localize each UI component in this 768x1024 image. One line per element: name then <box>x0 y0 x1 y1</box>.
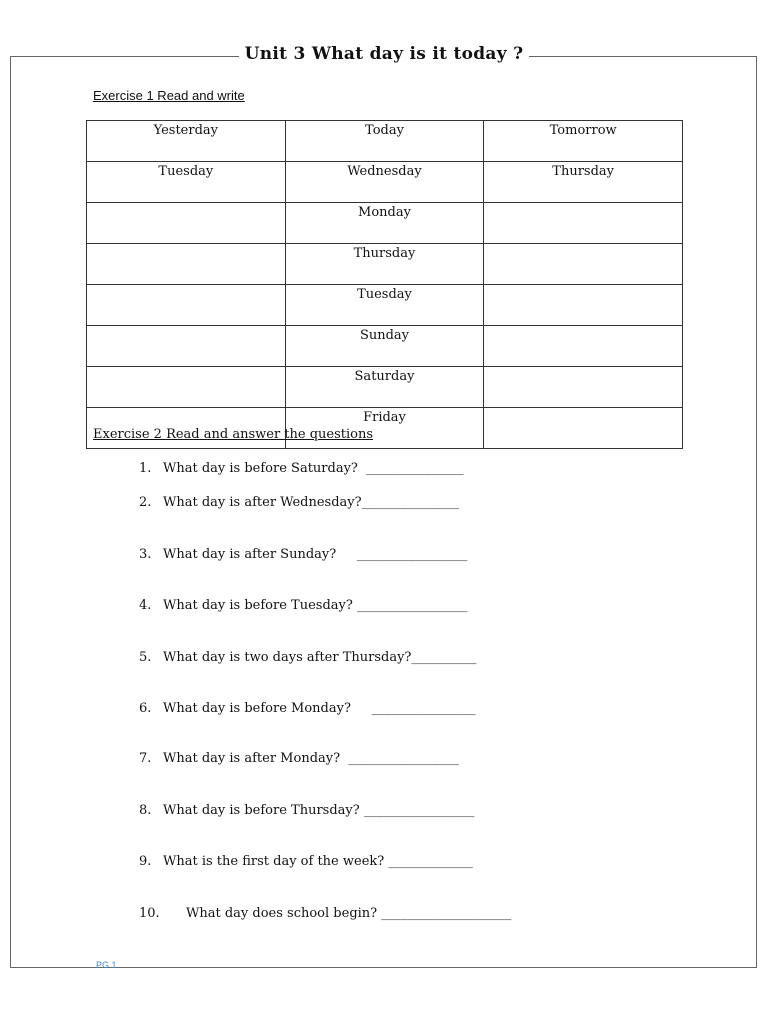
question-number: 3. <box>139 547 152 562</box>
tomorrow-cell[interactable] <box>484 285 683 326</box>
question-number: 10. <box>139 906 160 921</box>
yesterday-cell[interactable] <box>87 285 286 326</box>
question-text: What day does school begin? ____________________ <box>186 906 512 921</box>
question-7 <box>139 751 459 766</box>
question-2 <box>139 495 459 510</box>
tomorrow-cell[interactable] <box>484 244 683 285</box>
question-text: What day is before Tuesday? _________________ <box>163 598 468 613</box>
question-8 <box>139 803 474 818</box>
question-text: What day is after Monday? _________________ <box>163 751 459 766</box>
table-row <box>87 203 683 244</box>
tomorrow-cell[interactable] <box>484 408 683 449</box>
header-yesterday: Yesterday <box>87 121 286 162</box>
today-cell: Sunday <box>285 326 484 367</box>
question-3 <box>139 547 467 562</box>
question-number: 4. <box>139 598 152 613</box>
page-number: PG 1 <box>96 960 117 970</box>
question-4 <box>139 598 467 613</box>
question-number: 6. <box>139 701 152 716</box>
question-6 <box>139 701 476 716</box>
today-cell: Tuesday <box>285 285 484 326</box>
question-text: What is the first day of the week? _____________ <box>163 854 473 869</box>
question-text: What day is before Saturday? _______________ <box>163 461 464 476</box>
question-1 <box>139 461 464 476</box>
question-number: 2. <box>139 495 152 510</box>
question-text: What day is before Thursday? _________________ <box>163 803 475 818</box>
table-row <box>87 162 683 203</box>
question-text: What day is two days after Thursday?__________ <box>163 650 477 665</box>
question-text: What day is before Monday? ________________ <box>163 701 476 716</box>
tomorrow-cell[interactable]: Thursday <box>484 162 683 203</box>
tomorrow-cell[interactable] <box>484 367 683 408</box>
tomorrow-cell[interactable] <box>484 203 683 244</box>
table-row <box>87 367 683 408</box>
header-tomorrow: Tomorrow <box>484 121 683 162</box>
yesterday-cell[interactable] <box>87 244 286 285</box>
tomorrow-cell[interactable] <box>484 326 683 367</box>
table-row <box>87 326 683 367</box>
question-number: 1. <box>139 461 152 476</box>
question-number: 8. <box>139 803 152 818</box>
header-today: Today <box>285 121 484 162</box>
question-number: 5. <box>139 650 152 665</box>
table-header-row <box>87 121 683 162</box>
question-number: 9. <box>139 854 152 869</box>
table-row <box>87 244 683 285</box>
yesterday-cell[interactable]: Tuesday <box>87 162 286 203</box>
yesterday-cell[interactable] <box>87 326 286 367</box>
today-cell: Thursday <box>285 244 484 285</box>
question-10 <box>139 906 511 921</box>
today-cell: Saturday <box>285 367 484 408</box>
question-5 <box>139 650 476 665</box>
exercise-2-heading: Exercise 2 Read and answer the questions <box>93 427 374 442</box>
table-row <box>87 285 683 326</box>
yesterday-cell[interactable] <box>87 367 286 408</box>
today-cell: Friday <box>285 408 484 449</box>
today-cell: Wednesday <box>285 162 484 203</box>
question-text: What day is after Wednesday?_______________ <box>163 495 460 510</box>
question-text: What day is after Sunday? _________________ <box>163 547 468 562</box>
worksheet-title: Unit 3 What day is it today ? <box>0 44 768 64</box>
question-number: 7. <box>139 751 152 766</box>
today-cell: Monday <box>285 203 484 244</box>
days-table <box>86 120 683 449</box>
question-9 <box>139 854 473 869</box>
exercise-1-heading: Exercise 1 Read and write <box>93 88 245 103</box>
yesterday-cell[interactable] <box>87 203 286 244</box>
